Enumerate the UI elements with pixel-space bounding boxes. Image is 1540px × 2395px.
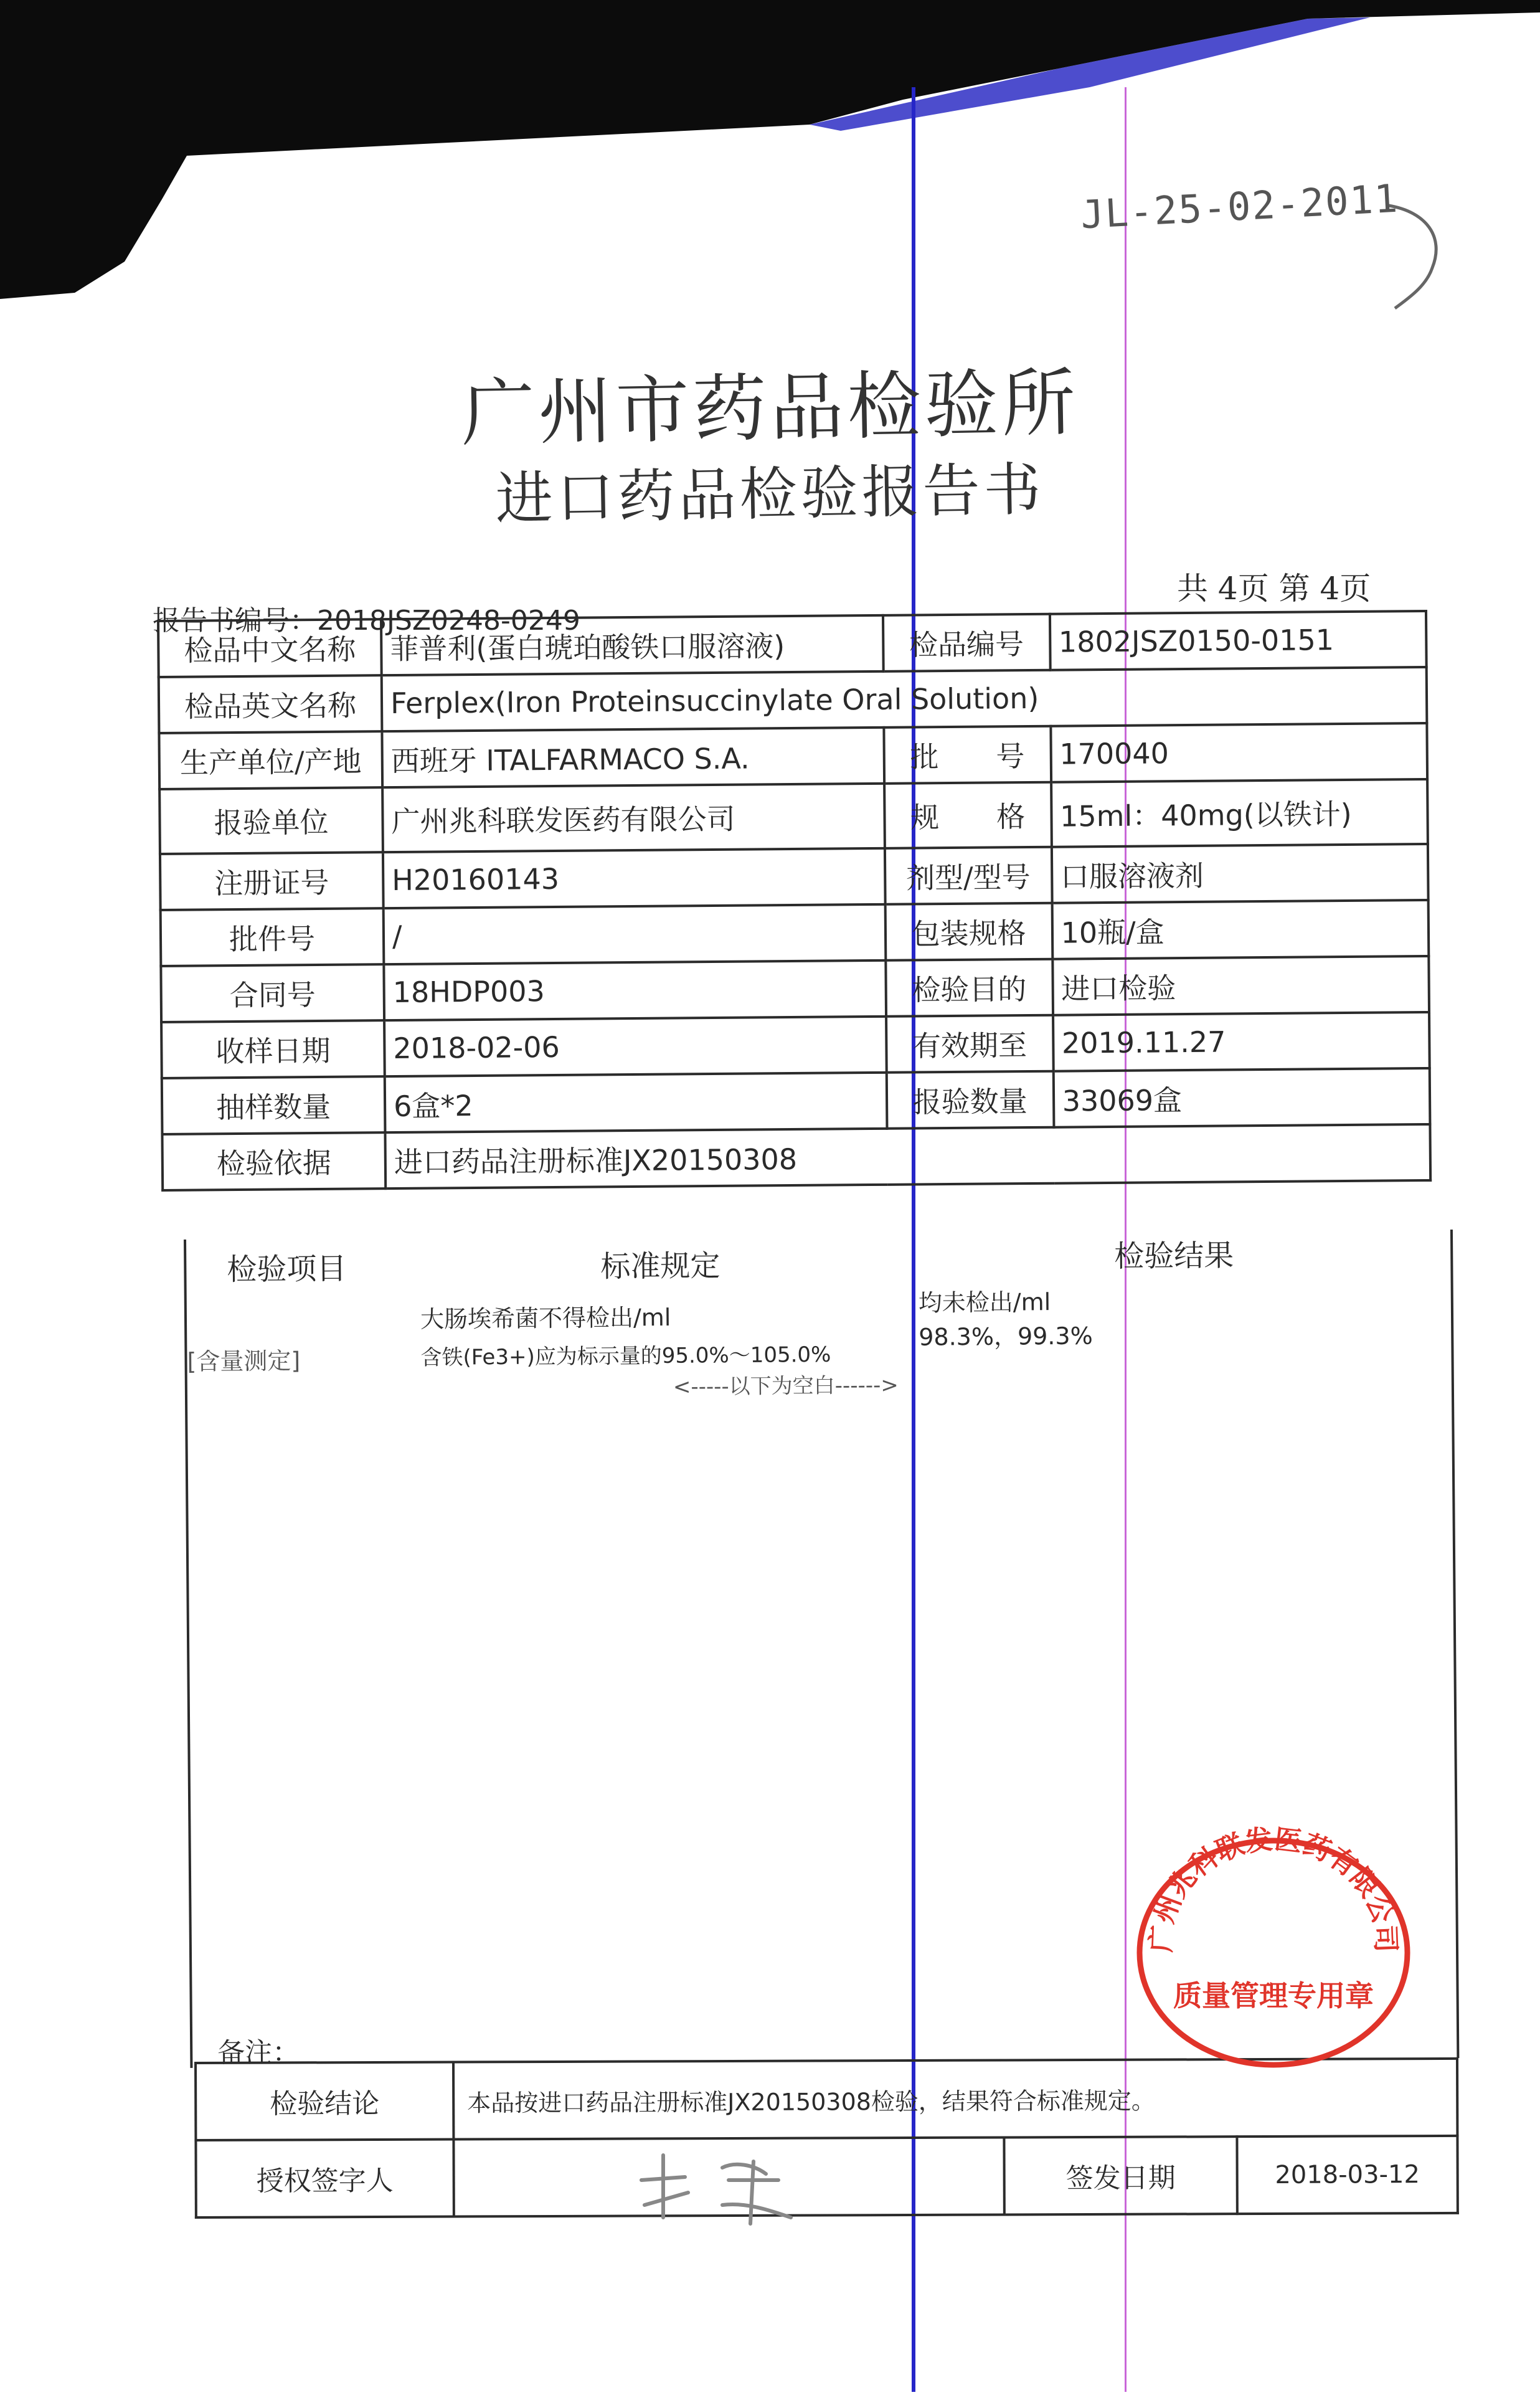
- report-title: 进口药品检验报告书: [494, 456, 1046, 533]
- field-value: 进口检验: [1052, 956, 1429, 1015]
- signer-label: 授权签字人: [196, 2140, 453, 2217]
- conclusion-table: [194, 2057, 1459, 2219]
- field-label: 检品编号: [883, 614, 1051, 671]
- field-label: 规 格: [884, 782, 1052, 848]
- field-value: 口服溶液剂: [1052, 844, 1429, 903]
- field-label: 收样日期: [161, 1020, 385, 1078]
- field-label: 检品英文名称: [159, 675, 382, 733]
- table-row: [160, 844, 1429, 910]
- field-value: 18HDP003: [384, 960, 886, 1020]
- document-code: JL-25-02-2011: [1079, 175, 1400, 238]
- table-row: [159, 667, 1427, 733]
- field-label: 报验单位: [159, 787, 383, 854]
- field-label: 检验目的: [886, 959, 1053, 1017]
- field-label: 检品中文名称: [158, 619, 382, 677]
- field-label: 抽样数量: [162, 1076, 385, 1134]
- field-value: 10瓶/盒: [1052, 900, 1429, 959]
- field-label: 报验数量: [886, 1071, 1054, 1129]
- field-label: 生产单位/产地: [159, 731, 382, 789]
- field-label: 有效期至: [886, 1015, 1054, 1073]
- field-label: 批件号: [161, 908, 384, 966]
- field-value: 15ml：40mg(以铁计): [1051, 779, 1428, 847]
- report-number: 报告书编号：2018JSZ0248-0249: [153, 605, 580, 637]
- field-value: 33069盒: [1053, 1068, 1430, 1127]
- result-row-2: 98.3%，99.3%: [919, 1322, 1093, 1351]
- field-value: H20160143: [383, 848, 885, 908]
- field-value: 170040: [1051, 723, 1427, 782]
- table-row: [196, 2059, 1457, 2140]
- field-label: 合同号: [161, 964, 384, 1022]
- svg-text:广州兆科联发医药有限公司: 广州兆科联发医药有限公司: [1145, 1823, 1402, 1953]
- column-header-item: 检验项目: [227, 1251, 347, 1288]
- field-label: 批 号: [884, 726, 1051, 784]
- result-row-1: 均未检出/ml: [918, 1288, 1051, 1317]
- signature-image: [629, 2143, 803, 2236]
- remark-label: 备注：: [217, 2036, 300, 2069]
- table-row: [159, 779, 1428, 854]
- issue-date: 2018-03-12: [1237, 2136, 1457, 2214]
- issue-date-label: 签发日期: [1004, 2137, 1237, 2214]
- scan-edge-shadow: [0, 0, 1540, 299]
- company-seal: [1127, 1819, 1420, 2068]
- table-row: [161, 956, 1429, 1022]
- field-value: 西班牙 ITALFARMACO S.A.: [382, 728, 884, 787]
- table-row: [162, 1068, 1430, 1134]
- field-value: 2019.11.27: [1053, 1012, 1430, 1071]
- field-value: 广州兆科联发医药有限公司: [382, 784, 884, 852]
- field-label: 包装规格: [885, 903, 1052, 960]
- field-value: 6盒*2: [385, 1073, 887, 1132]
- conclusion-label: 检验结论: [196, 2062, 453, 2140]
- table-row: [161, 1012, 1430, 1078]
- column-header-standard: 标准规定: [600, 1248, 720, 1284]
- field-value: /: [384, 904, 886, 964]
- blank-marker: <-----以下为空白------>: [673, 1372, 899, 1400]
- field-label: 注册证号: [160, 852, 384, 910]
- svg-text:质量管理专用章: 质量管理专用章: [1173, 1979, 1374, 2013]
- field-value: 菲普利(蛋白琥珀酸铁口服溶液): [381, 615, 883, 675]
- field-label: 剂型/型号: [885, 847, 1052, 904]
- conclusion-text: 本品按进口药品注册标准JX20150308检验，结果符合标准规定。: [453, 2059, 1457, 2140]
- standard-row-1: 大肠埃希菌不得检出/ml: [420, 1303, 671, 1334]
- page-indicator: 共 4页 第 4页: [1177, 571, 1371, 607]
- table-row: [158, 611, 1427, 677]
- standard-row-2: 含铁(Fe3+)应为标示量的95.0%～105.0%: [420, 1342, 831, 1371]
- field-value: 1802JSZ0150-0151: [1050, 611, 1427, 670]
- table-row: [196, 2136, 1457, 2217]
- field-label: 检验依据: [162, 1132, 385, 1190]
- sample-info-table: [157, 610, 1432, 1192]
- table-row: [159, 723, 1427, 789]
- item-row-2: [含量测定]: [187, 1347, 301, 1375]
- table-row: [161, 900, 1429, 966]
- field-value: Ferplex(Iron Proteinsuccinylate Oral Solution): [382, 667, 1427, 731]
- institute-title: 广州市药品检验所: [460, 359, 1080, 457]
- field-value: 2018-02-06: [384, 1017, 886, 1076]
- field-value: 进口药品注册标准JX20150308: [385, 1124, 1430, 1188]
- table-row: [162, 1124, 1430, 1190]
- column-header-result: 检验结果: [1114, 1238, 1234, 1274]
